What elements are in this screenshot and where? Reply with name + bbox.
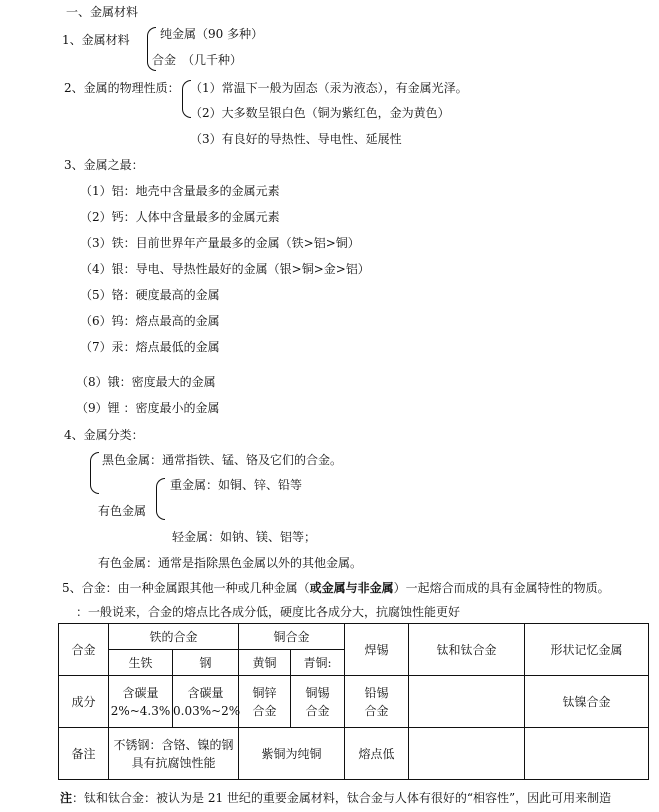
header-titanium: 钛和钛合金 [409,624,525,676]
brace-classification [90,452,99,494]
row-remark-label: 备注 [59,728,109,780]
cell-pig-carbon [109,676,173,728]
cell-line: 含碳量 [122,685,159,700]
header-iron-alloy: 铁的合金 [109,624,239,650]
cell-copper-remark: 紫铜为纯铜 [239,728,345,780]
header-brass: 黄铜 [239,650,291,676]
superlative-item: （6）钨：熔点最高的金属 [80,314,220,328]
cell-line: 合金 [305,703,330,718]
cell-sma-remark [525,728,649,780]
header-alloy: 合金 [59,624,109,676]
brace-nonferrous [156,478,165,520]
superlative-item: （8）锇：密度最大的金属 [76,375,216,389]
item4-label: 4、金属分类： [64,428,144,442]
item1-pure: 纯金属（90 多种） [160,27,264,41]
cell-line: 铜锌 [252,685,277,700]
item2-label: 2、金属的物理性质： [64,81,180,95]
header-steel: 钢 [173,650,239,676]
header-copper-alloy: 铜合金 [239,624,345,650]
footnote [60,790,611,806]
alloy-table [58,623,649,780]
cell-line: 不锈钢：含铬、镍的钢 [113,737,234,752]
item3-label: 3、金属之最： [64,158,144,172]
superlative-item: （9）锂 ：密度最小的金属 [76,401,220,415]
superlative-item: （4）银：导电、导热性最好的金属（银>铜>金>铝） [80,262,370,276]
item5-suffix: ）一起熔合而成的具有金属特性的物质。 [393,581,610,595]
nonferrous-label: 有色金属 [98,504,147,518]
cell-stainless [109,728,239,780]
cell-solder-remark: 熔点低 [345,728,409,780]
cell-line: 2%~4.3% [110,703,171,718]
section-title: 一、金属材料 [66,5,139,19]
cell-line: 铜锡 [305,685,330,700]
cell-line: 铅锡 [364,685,389,700]
item2-p1: （1）常温下一般为固态（汞为液态），有金属光泽。 [190,81,468,95]
header-solder: 焊锡 [345,624,409,676]
footnote-text: ：钛和钛合金：被认为是 21 世纪的重要金属材料，钛合金与人体有很好的“相容性”，因此可用来制造 [72,791,612,805]
cell-line: 0.03%~2% [173,703,241,718]
heavy-metal: 重金属：如铜、锌、铅等 [170,478,303,492]
superlative-item: （1）铝：地壳中含量最多的金属元素 [80,184,280,198]
cell-line: 合金 [252,703,277,718]
ferrous-metal: 黑色金属：通常指铁、锰、铬及它们的合金。 [102,453,343,467]
cell-steel-carbon [173,676,239,728]
cell-line: 含碳量 [187,685,224,700]
superlative-item: （5）铬：硬度最高的金属 [80,288,220,302]
item5-bold: 或金属与非金属 [309,581,394,595]
item5-prefix: 5、合金：由一种金属跟其他一种或几种金属（ [62,581,310,595]
cell-line: 合金 [364,703,389,718]
cell-titanium-remark [409,728,525,780]
cell-solder-comp [345,676,409,728]
superlative-item: （7）汞：熔点最低的金属 [80,340,220,354]
light-metal: 轻金属：如钠、镁、铝等； [172,530,317,544]
cell-bronze-comp [291,676,345,728]
item5-definition [62,580,610,596]
superlative-item: （2）钙：人体中含量最多的金属元素 [80,210,280,224]
row-composition-label: 成分 [59,676,109,728]
cell-sma-comp: 钛镍合金 [525,676,649,728]
cell-titanium-comp [409,676,525,728]
item2-p3: （3）有良好的导热性、导电性、延展性 [190,132,402,146]
item1-alloy: 合金 （几千种） [152,53,243,67]
header-pig-iron: 生铁 [109,650,173,676]
item5-note: ：一般说来，合金的熔点比各成分低，硬度比各成分大，抗腐蚀性能更好 [76,605,461,619]
header-sma: 形状记忆金属 [525,624,649,676]
footnote-label: 注 [60,791,73,805]
item2-p2: （2）大多数呈银白色（铜为紫红色，金为黄色） [190,106,450,120]
cell-brass-comp [239,676,291,728]
header-bronze: 青铜: [291,650,345,676]
nonferrous-definition: 有色金属：通常是指除黑色金属以外的其他金属。 [98,556,363,570]
item1-label: 1、金属材料 [62,33,130,47]
superlative-item: （3）铁：目前世界年产量最多的金属（铁>铝>铜） [80,236,360,250]
cell-line: 具有抗腐蚀性能 [131,755,216,770]
